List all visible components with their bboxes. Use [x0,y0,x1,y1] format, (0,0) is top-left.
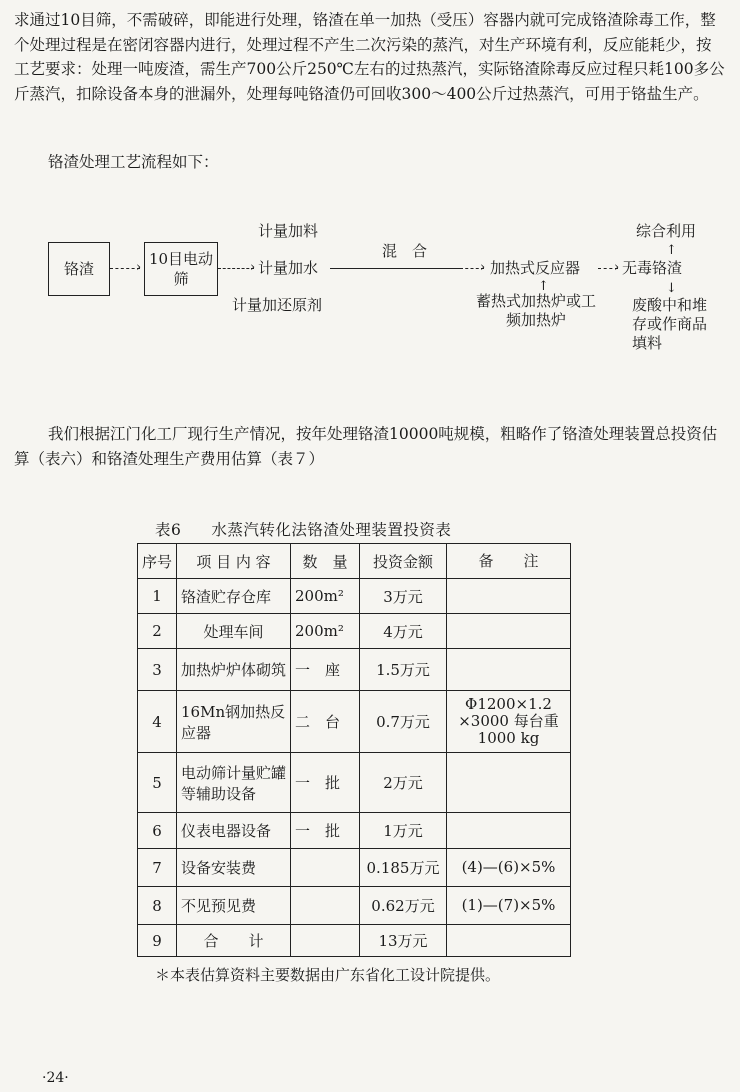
table-row [138,579,571,614]
paragraph-flow-intro: 铬渣处理工艺流程如下： [48,153,219,171]
item-quantity [291,849,360,887]
table-caption [155,518,451,540]
row-number: 4 [138,691,177,753]
paragraph-process-description: 求通过10目筛，不需破碎，即能进行处理，铬渣在单一加热（受压）容器内就可完成铬渣除毒工作，整个处理过程是在密闭容器内进行，处理过程不产生二次污染的蒸汽，对生产环境有利，反应能耗少，按工艺要求：处理一吨废渣，需生产700公斤250℃左右的过热蒸汽，实际铬渣除毒反应过程只耗100多公斤蒸汽，扣除设备本身的泄漏外，处理每吨铬渣仍可回收300～400公斤过热蒸汽，可用于铬盐生产。 [14,11,725,103]
header-cell: 投资金额 [360,544,447,579]
item-remark: (1)—(7)×5% [447,887,571,925]
item-name: 16Mn钢加热反应器 [177,691,291,753]
flow-mix-line [330,268,460,269]
flow-box-chrome-slag: 铬渣 [48,242,110,296]
flow-arrowhead: › [250,260,256,275]
item-amount: 4万元 [360,614,447,649]
item-quantity [291,887,360,925]
row-number: 5 [138,753,177,813]
row-number: 8 [138,887,177,925]
flow-arrow-down: ↓ [666,281,677,296]
item-amount: 1万元 [360,813,447,849]
item-quantity [291,925,360,957]
flow-label-waste-disposal: 废酸中和堆存或作商品填料 [632,296,708,352]
item-remark [447,813,571,849]
page-number: ·24· [42,1070,69,1086]
flow-label-mix: 混 合 [382,242,428,260]
item-quantity: 200m² [291,579,360,614]
item-name: 加热炉炉体砌筑 [177,649,291,691]
flow-arrowhead: › [614,260,620,275]
flow-label-heater: 蓄热式加热炉或工频加热炉 [475,292,596,329]
header-cell: 项 目 内 容 [177,544,291,579]
table-row [138,887,571,925]
table-row [138,649,571,691]
table-row [138,813,571,849]
row-number: 3 [138,649,177,691]
item-remark [447,614,571,649]
header-cell: 备 注 [447,544,571,579]
item-amount: 0.62万元 [360,887,447,925]
table-row [138,849,571,887]
process-flow-diagram [0,210,740,380]
paragraph-estimate-intro: 我们根据江门化工厂现行生产情况，按年处理铬渣10000吨规模，粗略作了铬渣处理装置总投资估算（表六）和铬渣处理生产费用估算（表７） [14,425,718,468]
flow-label-meter-feed: 计量加料 [258,222,319,240]
header-cell: 数 量 [291,544,360,579]
item-quantity: 二 台 [291,691,360,753]
row-number: 6 [138,813,177,849]
table-footnote: ＊本表估算资料主要数据由广东省化工设计院提供。 [155,966,501,984]
item-name: 处理车间 [177,614,291,649]
row-number: 2 [138,614,177,649]
item-amount: 13万元 [360,925,447,957]
item-quantity: 一 批 [291,753,360,813]
table-row [138,614,571,649]
row-number: 7 [138,849,177,887]
item-name: 电动筛计量贮罐等辅助设备 [177,753,291,813]
item-amount: 0.185万元 [360,849,447,887]
flow-arrow-up: ↑ [666,243,677,258]
flow-label-reactor: 加热式反应器 [490,259,581,277]
header-cell: 序号 [138,544,177,579]
flow-connector [218,268,254,269]
item-remark [447,579,571,614]
flow-label-nontoxic-slag: 无毒铬渣 [622,259,683,277]
row-number: 1 [138,579,177,614]
table-row [138,753,571,813]
item-remark [447,925,571,957]
item-quantity: 一 座 [291,649,360,691]
item-amount: 1.5万元 [360,649,447,691]
row-number: 9 [138,925,177,957]
item-amount: 0.7万元 [360,691,447,753]
item-name: 设备安装费 [177,849,291,887]
flow-label-meter-water: 计量加水 [258,259,319,277]
item-name: 合 计 [177,925,291,957]
investment-table [137,543,571,957]
item-name: 不见预见费 [177,887,291,925]
item-name: 铬渣贮存仓库 [177,579,291,614]
flow-box-sieve: 10目电动筛 [144,242,218,296]
flow-arrow-up: ↑ [538,279,549,294]
table-header-row [138,544,571,579]
item-quantity: 一 批 [291,813,360,849]
table-title: 水蒸汽转化法铬渣处理装置投资表 [211,521,452,539]
item-remark: (4)—(6)×5% [447,849,571,887]
item-quantity: 200m² [291,614,360,649]
flow-label-meter-reductant: 计量加还原剂 [232,296,323,314]
flow-arrowhead: › [480,260,486,275]
item-remark: Φ1200×1.2 ×3000 每台重1000 kg [447,691,571,753]
flow-arrowhead: › [136,260,142,275]
table-row [138,691,571,753]
table-number: 表6 [155,521,182,539]
item-remark [447,649,571,691]
item-amount: 3万元 [360,579,447,614]
item-remark [447,753,571,813]
item-amount: 2万元 [360,753,447,813]
item-name: 仪表电器设备 [177,813,291,849]
flow-label-comprehensive-use: 综合利用 [636,222,697,240]
table-total-row [138,925,571,957]
